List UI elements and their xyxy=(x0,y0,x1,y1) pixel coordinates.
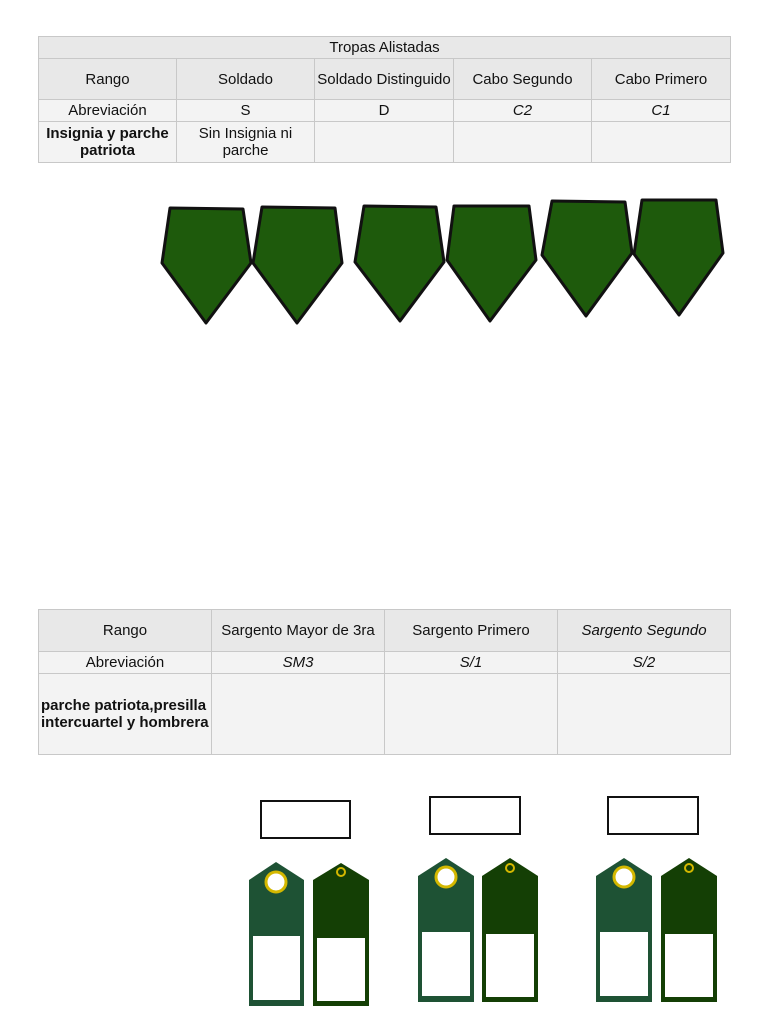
rank-soldado-distinguido: Soldado Distinguido xyxy=(315,59,454,100)
tag-pair-1 xyxy=(249,862,369,1006)
tag-window xyxy=(486,934,534,997)
tag-pair-2 xyxy=(418,858,538,1002)
tag-window xyxy=(317,938,365,1001)
rank-sargento-segundo: Sargento Segundo xyxy=(558,610,731,652)
rank-cabo-segundo: Cabo Segundo xyxy=(454,59,592,100)
grommet-icon xyxy=(266,872,286,892)
insignia-label: Insignia y parche patriota xyxy=(39,122,177,163)
abbr-c2: C2 xyxy=(454,100,592,122)
grommet-icon xyxy=(614,867,634,887)
abbr-c1: C1 xyxy=(592,100,731,122)
table-title: Tropas Alistadas xyxy=(39,37,731,59)
tag-window xyxy=(253,936,300,1000)
abbr-s1: S/1 xyxy=(385,652,558,674)
rank-label: Rango xyxy=(39,59,177,100)
insignia-cell-1: Sin Insignia ni parche xyxy=(177,122,315,163)
abbr-label-2: Abreviación xyxy=(39,652,212,674)
grommet-icon xyxy=(436,867,456,887)
tag-window xyxy=(600,932,648,996)
abbr-d: D xyxy=(315,100,454,122)
patch-label: parche patriota,presilla intercuartel y hombrera xyxy=(39,674,212,755)
rank-label-2: Rango xyxy=(39,610,212,652)
abbr-s2: S/2 xyxy=(558,652,731,674)
rank-sargento-mayor-3ra: Sargento Mayor de 3ra xyxy=(212,610,385,652)
abbr-sm3: SM3 xyxy=(212,652,385,674)
rank-sargento-primero: Sargento Primero xyxy=(385,610,558,652)
tag-window xyxy=(665,934,713,997)
abbr-s: S xyxy=(177,100,315,122)
abbr-label: Abreviación xyxy=(39,100,177,122)
tag-window xyxy=(422,932,470,996)
rank-cabo-primero: Cabo Primero xyxy=(592,59,731,100)
tag-pair-3 xyxy=(596,858,717,1002)
rank-soldado: Soldado xyxy=(177,59,315,100)
